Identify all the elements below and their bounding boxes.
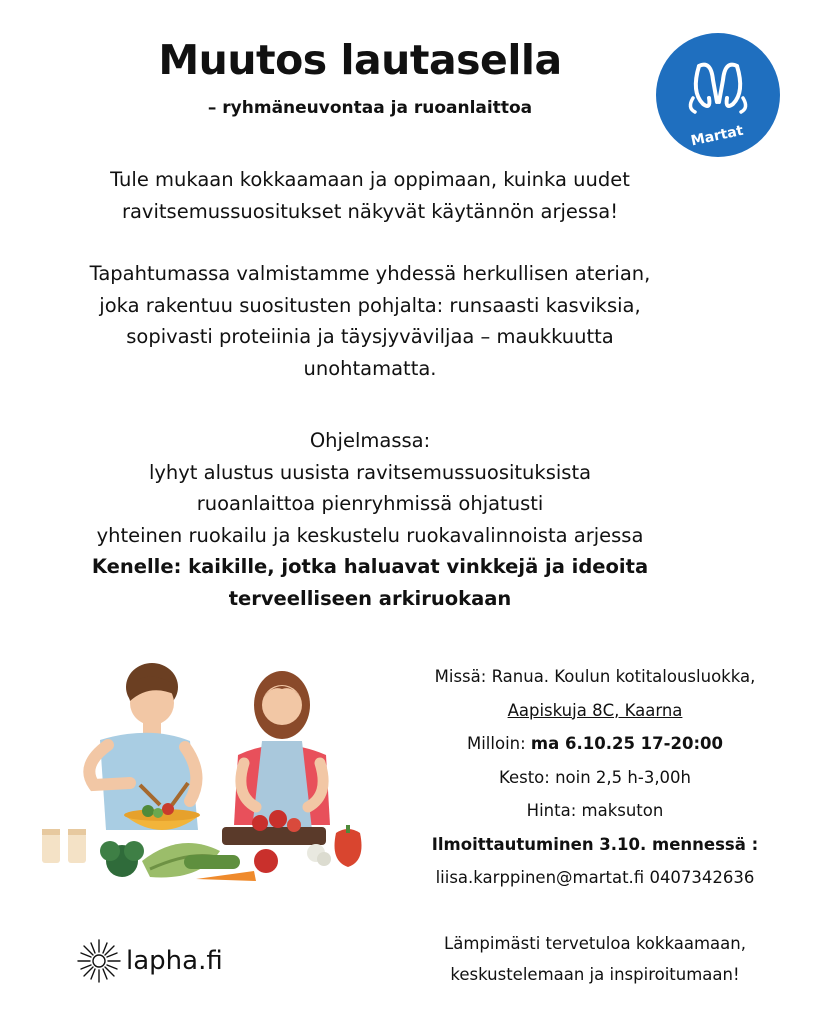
intro-line: Tule mukaan kokkaamaan ja oppimaan, kuinka uudet [110, 168, 630, 191]
closing-line: Lämpimästi tervetuloa kokkaamaan, [444, 934, 746, 953]
program-item: yhteinen ruokailu ja keskustelu ruokavalinnoista arjessa [96, 523, 644, 547]
time-value: ma 6.10.25 17-20:00 [530, 734, 724, 753]
intro-line: ravitsemussuositukset näkyvät käytännön arjessa! [121, 199, 619, 223]
event-details [390, 660, 800, 895]
martat-logo-text: Martat [689, 122, 745, 150]
description-line: sopivasti proteiinia ja täysjyväviljaa – maukkuutta [126, 325, 614, 348]
registration-text: Ilmoittautuminen 3.10. mennessä : [431, 834, 759, 854]
program-section [20, 425, 720, 614]
description-line: Tapahtumassa valmistamme yhdessä herkullisen aterian, [89, 262, 651, 285]
closing-text [390, 928, 800, 990]
page-subtitle: – ryhmäneuvontaa ja ruoanlaittoa [207, 98, 533, 118]
audience-line: Kenelle: kaikille, jotka haluavat vinkkejä ja ideoita [91, 555, 649, 578]
address-text: Aapiskuja 8C, Kaarna [507, 700, 683, 720]
lapha-logo-text: lapha.fi [126, 946, 223, 976]
price-text: Hinta: maksuton [526, 801, 664, 820]
location-text: Missä: Ranua. Koulun kotitalousluokka, [434, 667, 756, 686]
audience-line: terveelliseen arkiruokaan [228, 586, 512, 610]
description-text [20, 258, 720, 384]
program-heading: Ohjelmassa: [309, 429, 431, 452]
contact-text: liisa.karppinen@martat.fi 0407342636 [435, 868, 755, 887]
intro-text [20, 164, 720, 227]
description-line: joka rakentuu suositusten pohjalta: runsaasti kasviksia, [99, 293, 641, 317]
time-label: Milloin: [466, 734, 526, 753]
page-title: Muutos lautasella [158, 36, 562, 84]
martat-logo [655, 32, 781, 158]
closing-line: keskustelemaan ja inspiroitumaan! [450, 965, 740, 984]
program-item: lyhyt alustus uusista ravitsemussuosituksista [148, 460, 592, 484]
time-line [390, 727, 800, 761]
duration-text: Kesto: noin 2,5 h-3,00h [498, 767, 692, 787]
cooking-illustration [30, 655, 375, 895]
description-line: unohtamatta. [303, 356, 437, 380]
program-item: ruoanlaittoa pienryhmissä ohjatusti [196, 492, 544, 515]
lapha-sun-icon [76, 938, 122, 984]
